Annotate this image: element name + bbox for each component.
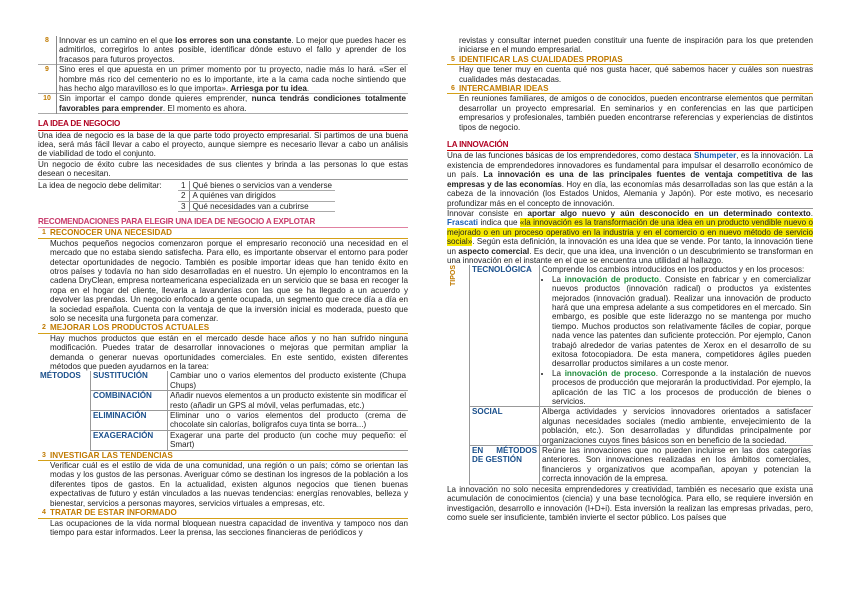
paragraph: Un negocio de éxito cubre las necesidades de sus clientes y brinda a las personas lo que estas desean o necesitan. [38, 159, 408, 179]
types-label: TIPOS [450, 265, 457, 287]
left-column [38, 36, 408, 537]
delimit-list [178, 181, 335, 212]
table-row: COMBINACIÓN Añadir nuevos elementos a un producto existente sin modificar el resto (añadir un GPS al móvil, velas perfumadas, etc.) [38, 391, 408, 411]
table-row [38, 65, 408, 94]
table-row: TIPOS TECNOLÓGICA Comprende los cambios introducidos en los productos y en los procesos: • La innovación de producto. Consiste en fabricar y en comercializar nuevos productos (innovación radical) o productos ya existentes mejorados (innovación gradual). Realizar una innovación de producto hará que una empresa adelante a sus competidores en el mercado. Sin embargo, es posible que este liderazgo no se mantenga por mucho tiempo. Muchos productos son relativamente fáciles de copiar, porque nada vence las patentes dan suficiente protección. Por ejemplo, Canon trabajó alrededor de varias patentes de Xerox en el desarrollo de su exitosa fotocopiadora. De esta manera, competidores ágiles pueden desarrollar productos similares a un coste menor. • La innovación de proceso. Corresponde a la instalación de nuevos procesos de producción que mejorarán la productividad. Por ejemplo, la aplicación de las TIC a los procesos de producción de bienes o servicios. [447, 265, 813, 407]
list-item: • La innovación de producto. Consiste en fabricar y en comercializar nuevos productos (innovación radical) o productos ya existentes mejorados (innovación gradual). Realizar una innovación de producto hará que una empresa adelante a sus competidores en el mercado. Sin embargo, es posible que este liderazgo no se mantenga por mucho tiempo. Muchos productos son relativamente fáciles de copiar, porque nada vence las patentes dan suficiente protección. Por ejemplo, Canon trabajó alrededor de varias patentes de Xerox en el desarrollo de su exitosa fotocopiadora. De esta manera, competidores ágiles pueden desarrollar productos similares a un coste menor. [552, 275, 811, 369]
table-row [38, 36, 408, 65]
paragraph: Una de las funciones básicas de los emprendedores, como destaca Shumpeter, es la innovación. La existencia de emprendedores innovadores es fundamental para impulsar el desarrollo económico de un país. La innovación es una de las principales fuentes de ventaja competitiva de las empresas y de las economías. Hoy en día, las economías más desarrolladas son las que están a la cabeza de la innovación (los Estados Unidos, Alemania y Japón). Por este motivo, es necesario profundizar más en el concepto de innovación. [447, 151, 813, 208]
section-heading-recommendations: RECOMENDACIONES PARA ELEGIR UNA IDEA DE NEGOCIO A EXPLOTAR [38, 217, 408, 228]
section-heading-innovation: LA INNOVACIÓN [447, 140, 813, 151]
table-row: EN MÉTODOS DE GESTIÓN Reúne las innovaciones que no pueden incluirse en las dos categorías anteriores. Son innovaciones realizadas en los ámbitos comerciales, financieros y organizativos que acompañan, apoyan y potencian la correcta innovación de la empresa. [447, 446, 813, 485]
list-item: 1 Qué bienes o servicios van a venderse [178, 181, 335, 191]
table-row: EXAGERACIÓN Exagerar una parte del producto (un coche muy pequeño: el Smart) [38, 430, 408, 450]
innovation-types-table [447, 265, 813, 484]
paragraph: Hay muchos productos que están en el mercado desde hace años y no han sufrido ninguna modificación. Puedes tratar de desarrollar innovaciones o mejoras que permitan ampliar la demanda o generar nuevas oportunidades comerciales. En este sentido, existen diferentes métodos que pueden ayudarnos en la tarea: [50, 333, 408, 371]
subheading: 4 TRATAR DE ESTAR INFORMADO [38, 508, 408, 518]
methods-label: MÉTODOS [38, 371, 91, 450]
types-label-cell [447, 265, 470, 484]
row-number: 8 [38, 36, 57, 65]
row-text: Sin importar el campo donde quieres emprender, nunca tendrás condiciones totalmente favorables para emprender. El momento es ahora. [59, 94, 406, 113]
list-item: 3 Qué necesidades van a cubrirse [178, 201, 335, 211]
paragraph: En reuniones familiares, de amigos o de conocidos, pueden encontrarse elementos que permitan desarrollar un proyecto empresarial. En seminarios y en conferencias en las que participen empresarios y profesionales, también pueden encontrarse referencias y experiencias de distintos tipos de negocio. [459, 94, 813, 132]
highlighted-quote: «la innovación es la transformación de una idea en un producto vendible nuevo o mejorado o en un proceso operativo en la industria y en el comercio o en nuevo método de servicio social» [447, 218, 813, 247]
paragraph: Muchos pequeños negocios comenzaron porque el empresario reconoció una necesidad en el mercado que no estaba siendo satisfecha. Para ello, es importante observar el entorno para poder detectar oportunidades de negocio. También es posible importar ideas que han tenido éxito en otros países y todavía no han sido desarrolladas en el nuestro. Un ejemplo lo encontramos en la cadena DryClean, empresa norteamericana especializada en un servicio que se basa en recoger la ropa en el hogar del cliente, llevarla a lavanderías con las que se ha llegado a un acuerdo y devolver las prendas. Un negocio enfocado a gente ocupada, un segmento que crece día a día en la sociedad española. Cuenta con la ventaja de que la inversión inicial es moderada, puesto que solo se necesita una furgoneta para comenzar. [50, 238, 408, 323]
subheading: 2 MEJORAR LOS PRODUCTOS ACTUALES [38, 323, 408, 333]
table-row [38, 94, 408, 114]
paragraph: Innovar consiste en aportar algo nuevo y aún desconocido en un determinado contexto. Frascati indica que «la innovación es la transformación de una idea en un producto vendible nuevo o mejorado o en un proceso operativo en la industria y en el comercio o en nuevo método de servicio social». Según esta definición, la innovación es una idea que se vende. Por tanto, la innovación tiene un aspecto comercial. Es decir, que una idea, una invención o un descubrimiento se transforman en una innovación en el instante en el que se encuentra una utilidad al hallazgo. [447, 208, 814, 265]
delimit-label: La idea de negocio debe delimitar: [38, 180, 162, 190]
numbered-tips-table [38, 36, 408, 114]
subheading: 1 RECONOCER UNA NECESIDAD [38, 228, 408, 238]
paragraph: revistas y consultar internet pueden constituir una fuente de inspiración para los que pretenden iniciarse en el mundo empresarial. [459, 36, 813, 55]
paragraph: Las ocupaciones de la vida normal bloquean nuestra capacidad de inventiva y tampoco nos dan tiempo para estar informados. Leer la prensa, las secciones financieras de periódicos y [50, 518, 408, 537]
table-row: ELIMINACIÓN Eliminar uno o varios elementos del producto (crema de chocolate sin calorías, bolígrafos cuya tinta se borra...) [38, 411, 408, 431]
subheading: 3 INVESTIGAR LAS TENDENCIAS [38, 451, 408, 461]
table-row: MÉTODOS SUSTITUCIÓN Cambiar uno o varios elementos del producto existente (Chupa Chups) [38, 371, 408, 390]
list-item: • La innovación de proceso. Corresponde a la instalación de nuevos procesos de producción que mejorarán la productividad. Por ejemplo, la aplicación de las TIC a los procesos de producción de bienes o servicios. [552, 369, 811, 407]
paragraph: Una idea de negocio es la base de la que parte todo proyecto empresarial. Si partimos de una buena idea, será más fácil llevar a cabo el proyecto, aunque siempre es necesario llevar a cabo un análisis de viabilidad de todo el conjunto. [38, 130, 408, 159]
paragraph: La innovación no solo necesita emprendedores y creatividad, también es necesario que exista una acumulación de conocimientos (ciencia) y una base tecnológica. Para ello, se requiere inversión en investigación, desarrollo e innovación (I+D+i). Esta inversión la realizan las empresas privadas, pero, como suele ser insuficiente, también invierte el sector público. Los países que [447, 484, 813, 522]
bullet-list [542, 275, 811, 407]
methods-table [38, 371, 408, 450]
row-text: Innovar es un camino en el que los errores son una constante. Lo mejor que puedes hacer es admitirlos, corregirlos lo antes posible, identificar dónde estuvo el fallo y aprender de los fracasos para futuros proyectos. [59, 36, 407, 64]
section-heading-idea: LA IDEA DE NEGOCIO [38, 119, 408, 130]
subheading: 6 INTERCAMBIAR IDEAS [447, 84, 813, 94]
list-item: 2 A quiénes van dirigidos [178, 191, 335, 201]
paragraph: Hay que tener muy en cuenta qué nos gusta hacer, qué sabemos hacer y cuáles son nuestras cualidades más destacadas. [459, 65, 813, 84]
row-number: 10 [38, 94, 57, 114]
right-column [447, 36, 813, 522]
paragraph: Verificar cuál es el estilo de vida de una comunidad, una región o un país; cómo se orientan las modas y los gustos de las personas. Averiguar cómo se destinan los ingresos de la población a los diferentes tipos de gastos. En la actualidad, existen algunos negocios que tienen buenas expectativas de futuro y están vinculados a las nuevas tendencias: energías renovables, belleza y bienestar, servicios a personas mayores, servicios virtuales a empresas, etc. [50, 461, 408, 508]
row-number: 9 [38, 65, 57, 94]
row-text: Sino eres el que apuesta en un primer momento por tu proyecto, nadie más lo hará. «Ser el hombre más rico del cementerio no es lo importante, irte a la cama cada noche sintiendo que has hecho algo maravilloso es lo que importa». Arriesga por tu idea. [59, 65, 406, 94]
delimit-block [38, 181, 408, 212]
subheading: 5 IDENTIFICAR LAS CUALIDADES PROPIAS [447, 55, 813, 65]
table-row: SOCIAL Alberga actividades y servicios innovadores orientados a satisfacer algunas necesidades sociales (medio ambiente, envejecimiento de la población, etc.). Son desarrolladas y difundidas principalmente por organizaciones cuyos fines básicos son en beneficio de la sociedad. [447, 407, 813, 446]
